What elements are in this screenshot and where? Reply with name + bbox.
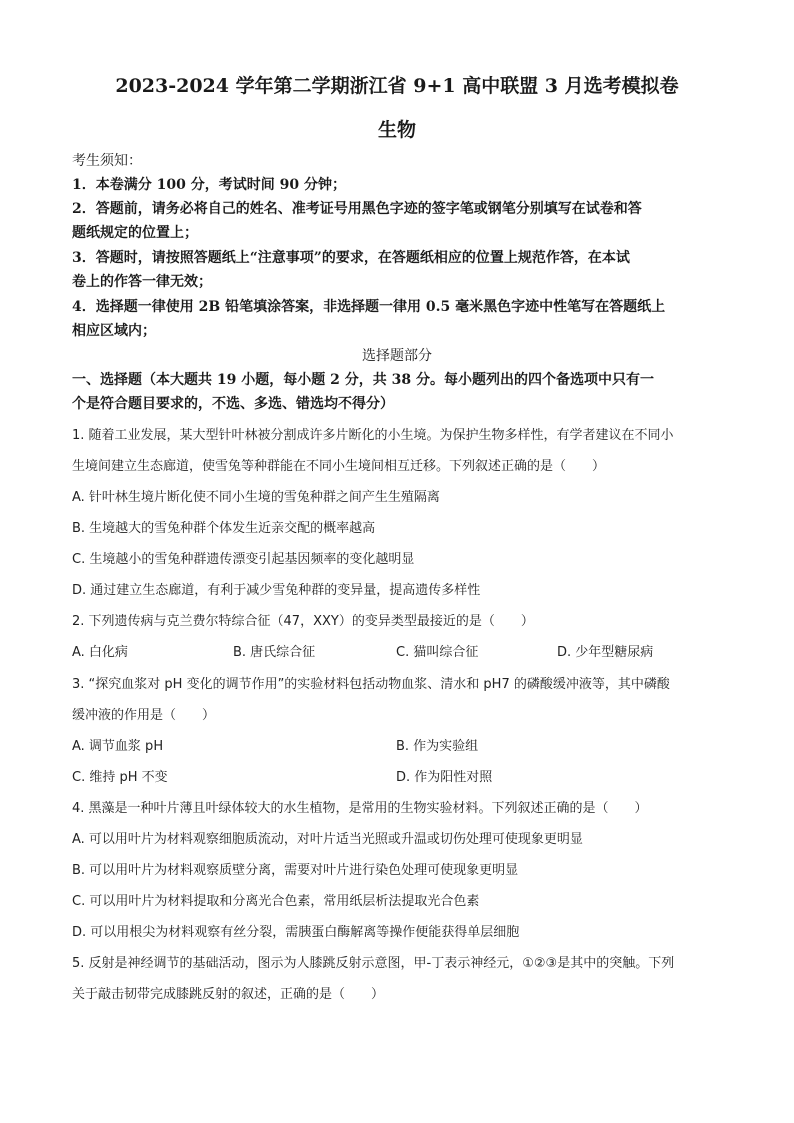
notice-item-3-line-1: 3．答题时，请按照答题纸上“注意事项”的要求，在答题纸相应的位置上规范作答，在本试 bbox=[72, 250, 630, 266]
notice-item-1: 1．本卷满分 100 分，考试时间 90 分钟； bbox=[72, 177, 346, 193]
q4-option-c: C. 可以用叶片为材料提取和分离光合色素，常用纸层析法提取光合色素 bbox=[72, 894, 480, 909]
notice-item-2-line-2: 题纸规定的位置上； bbox=[72, 225, 198, 241]
q4-option-b: B. 可以用叶片为材料观察质壁分离，需要对叶片进行染色处理可使现象更明显 bbox=[72, 863, 519, 878]
section-instruction-line-2: 个是符合题目要求的，不选、多选、错选均不得分） bbox=[72, 396, 394, 412]
q3-stem-line-2: 缓冲液的作用是（ ） bbox=[72, 708, 216, 723]
q5-stem-line-2: 关于敲击韧带完成膝跳反射的叙述，正确的是（ ） bbox=[72, 987, 385, 1002]
q2-option-a: A. 白化病 bbox=[72, 645, 128, 660]
q3-option-c: C. 维持 pH 不变 bbox=[72, 770, 168, 785]
q1-option-d: D. 通过建立生态廊道，有利于减少雪兔种群的变异量，提高遗传多样性 bbox=[72, 583, 481, 598]
subject-title: 生物 bbox=[377, 119, 416, 141]
q5-stem-line-1: 5. 反射是神经调节的基础活动，图示为人膝跳反射示意图，甲-丁表示神经元，①②③是其中的突触。下列 bbox=[72, 956, 675, 971]
q4-option-a: A. 可以用叶片为材料观察细胞质流动，对叶片适当光照或升温或切伤处理可使现象更明显 bbox=[72, 832, 583, 847]
notice-heading: 考生须知： bbox=[72, 153, 142, 169]
q2-option-b: B. 唐氏综合征 bbox=[233, 645, 316, 660]
q1-option-a: A. 针叶林生境片断化使不同小生境的雪兔种群之间产生生殖隔离 bbox=[72, 490, 440, 505]
q3-stem-line-1: 3. “探究血浆对 pH 变化的调节作用”的实验材料包括动物血浆、清水和 pH7 的磷酸缓冲液等，其中磷酸 bbox=[72, 677, 670, 692]
q1-option-b: B. 生境越大的雪兔种群个体发生近亲交配的概率越高 bbox=[72, 521, 376, 536]
q3-option-a: A. 调节血浆 pH bbox=[72, 739, 164, 754]
section-instruction-line-1: 一、选择题（本大题共 19 小题，每小题 2 分，共 38 分。每小题列出的四个备选项中只有一 bbox=[72, 372, 654, 388]
q1-option-c: C. 生境越小的雪兔种群遗传漂变引起基因频率的变化越明显 bbox=[72, 552, 415, 567]
notice-item-4-line-1: 4．选择题一律使用 2B 铅笔填涂答案，非选择题一律用 0.5 毫米黑色字迹中性笔写在答题纸上 bbox=[72, 299, 666, 315]
q1-stem-line-2: 生境间建立生态廊道，使雪兔等种群能在不同小生境间相互迁移。下列叙述正确的是（ ） bbox=[72, 459, 606, 474]
q2-option-d: D. 少年型糖尿病 bbox=[557, 645, 654, 660]
notice-item-4-line-2: 相应区域内； bbox=[72, 323, 156, 339]
exam-title: 2023-2024 学年第二学期浙江省 9+1 高中联盟 3 月选考模拟卷 bbox=[115, 75, 679, 97]
q4-stem: 4. 黑藻是一种叶片薄且叶绿体较大的水生植物，是常用的生物实验材料。下列叙述正确的是（ ） bbox=[72, 801, 648, 816]
notice-item-2-line-1: 2．答题前，请务必将自己的姓名、准考证号用黑色字迹的签字笔或钢笔分别填写在试卷和答 bbox=[72, 201, 642, 217]
q3-option-d: D. 作为阳性对照 bbox=[396, 770, 493, 785]
section-title: 选择题部分 bbox=[362, 348, 432, 364]
q2-option-c: C. 猫叫综合征 bbox=[396, 645, 479, 660]
q1-stem-line-1: 1. 随着工业发展，某大型针叶林被分割成许多片断化的小生境。为保护生物多样性，有学者建议在不同小 bbox=[72, 428, 674, 443]
q4-option-d: D. 可以用根尖为材料观察有丝分裂，需胰蛋白酶解离等操作便能获得单层细胞 bbox=[72, 925, 520, 940]
q3-option-b: B. 作为实验组 bbox=[396, 739, 479, 754]
q2-stem: 2. 下列遗传病与克兰费尔特综合征（47，XXY）的变异类型最接近的是（ ） bbox=[72, 614, 534, 629]
notice-item-3-line-2: 卷上的作答一律无效； bbox=[72, 274, 212, 290]
